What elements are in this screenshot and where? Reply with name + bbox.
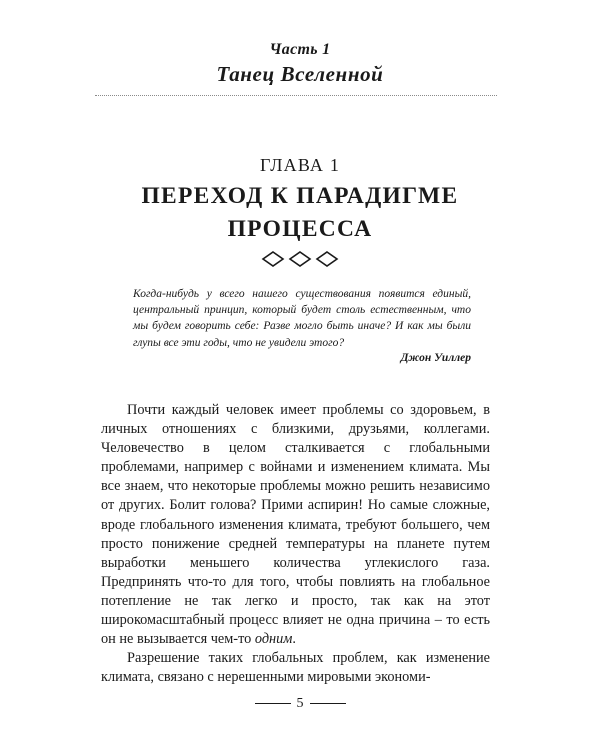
part-label: Часть 1 [269,41,331,58]
chapter-title-line-2: ПРОЦЕССА [227,216,373,242]
part-title: Танец Вселенной [216,62,384,86]
section-divider [95,95,497,96]
body-paragraph: Почти каждый человек имеет проблемы со здоровьем, в личных отношениях с близкими, друзьями, коллегами. Человечество в целом сталкивается с глобальными проблемами, например с войнами и изменением климата. Мы все знаем, что некоторые проблемы можно решить независимо от других. Болит голова? Прими аспирин! Но самые сложные, вроде глобального изменения климата, требуют большего, чем просто понижение средней температуры на планете путем выработки меньшего количества углекислого газа. Предпринять что-то для того, чтобы повлиять на глобальное потепление не так легко и просто, так как на этот широкомасштабный процесс влияет не одна причина – то есть он не вызывается чем-то одним. [101,402,490,648]
page-number-value: 5 [296,696,304,711]
body-text [101,401,490,687]
page-number [0,696,600,712]
page-number-dash-left [255,703,291,704]
chapter-title [0,180,600,246]
epigraph-quote: Когда-нибудь у всего нашего существования появится единый, центральный принцип, который будет столь естественным, что мы будем говорить себе: Разве могло быть иначе? И как мы были глупы все эти годы, что не увидели этого? [133,288,471,349]
body-paragraph: Разрешение таких глобальных проблем, как изменение климата, связано с нерешенными мировыми экономи- [101,650,490,686]
chapter-title-line-1: ПЕРЕХОД К ПАРАДИГМЕ [141,183,459,209]
page-number-dash-right [310,703,346,704]
emphasis-word: одним [254,631,293,648]
epigraph-author: Джон Уиллер [400,352,471,364]
triple-diamond-icon [259,250,341,268]
chapter-label: ГЛАВА 1 [259,155,341,175]
